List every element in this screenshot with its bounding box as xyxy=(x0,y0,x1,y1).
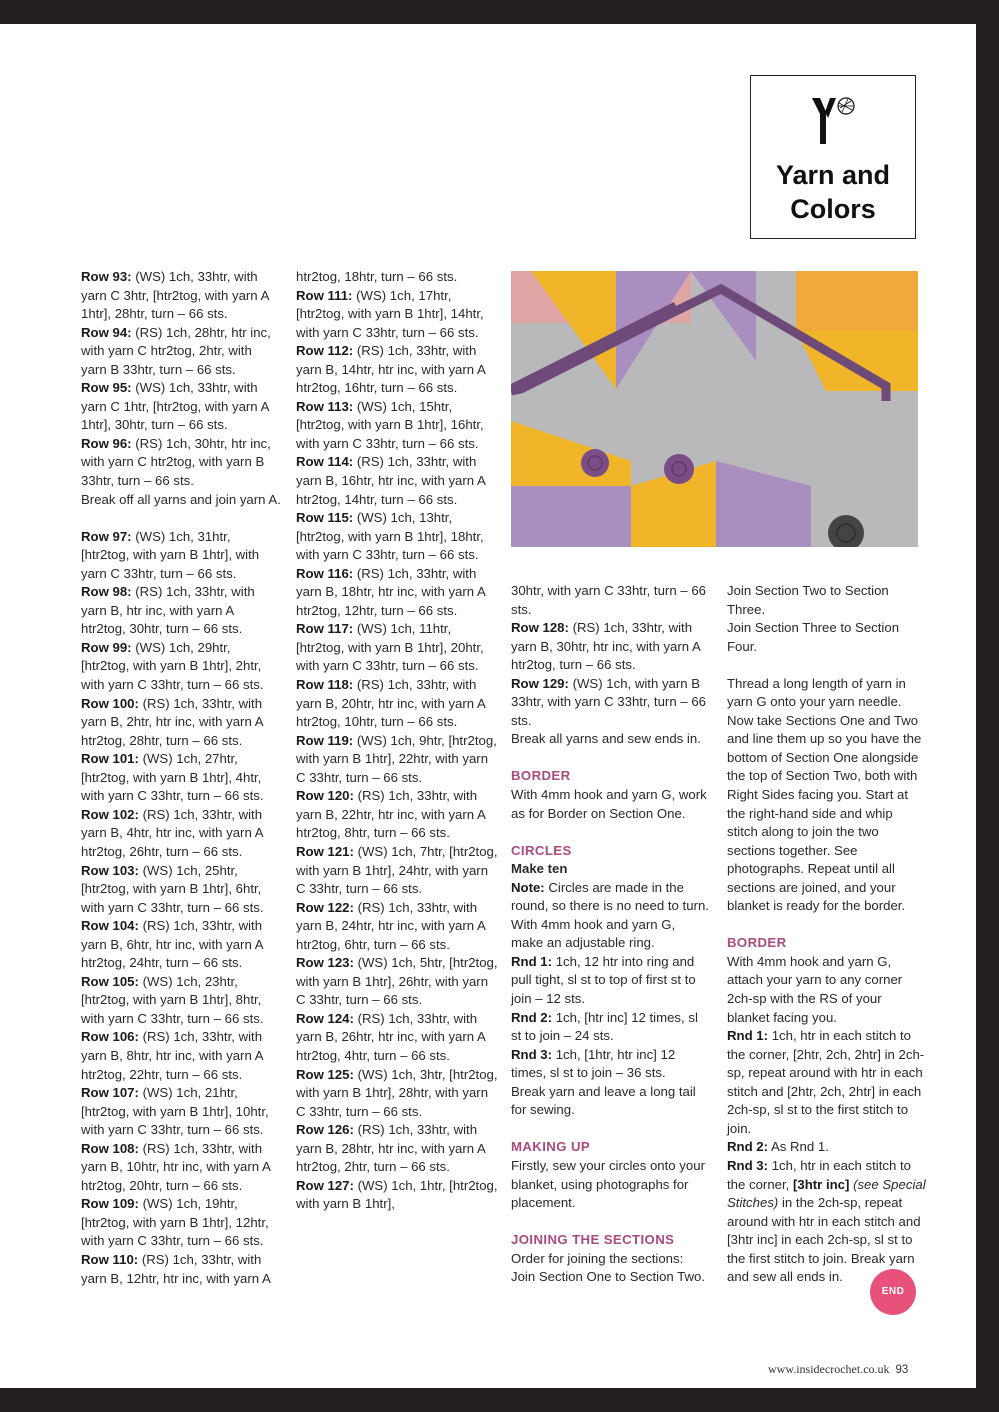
blanket-photo xyxy=(511,271,918,547)
row-label: Row 100: xyxy=(81,695,139,711)
column-1 xyxy=(81,268,281,1288)
row-label: Row 108: xyxy=(81,1140,139,1156)
border-rnd-3: Rnd 3: 1ch, htr in each stitch to the corner, [3htr inc] (see Special Stitches) in the 2ch-sp, repeat around with htr in each stitch and [3htr inc] in each 2ch-sp, sl st to the first stitch to join. Break yarn and sew all ends in. xyxy=(727,1157,926,1285)
column-4 xyxy=(727,582,927,1287)
row-label: Row 115: xyxy=(296,510,354,526)
pattern-row xyxy=(296,1177,501,1214)
row-text: (WS) 1ch, 21htr, [htr2tog, with yarn B 1htr], 10htr, with yarn C 33htr, turn – 66 sts. xyxy=(81,1085,269,1138)
row-text: (RS) 1ch, 33htr, with yarn B, 10htr, htr inc, with yarn A htr2tog, 20htr, turn – 66 sts. xyxy=(81,1140,271,1193)
pattern-row xyxy=(296,620,501,676)
row-label: Row 95: xyxy=(81,380,132,396)
row-label: Row 113: xyxy=(296,398,354,414)
row-text: (RS) 1ch, 33htr, with yarn B, 4htr, htr inc, with yarn A htr2tog, 26htr, turn – 66 sts. xyxy=(81,806,263,859)
row-label: Row 103: xyxy=(81,862,139,878)
row-text: (WS) 1ch, 13htr, [htr2tog, with yarn B 1htr], 18htr, with yarn C 33htr, turn – 66 sts. xyxy=(296,510,484,563)
yarn-and-colors-box xyxy=(750,75,916,239)
border-rnd-1: Rnd 1: 1ch, htr in each stitch to the corner, [2htr, 2ch, 2htr] in 2ch-sp, repeat around with htr in each stitch and [2htr, 2ch, 2htr] in each 2ch-sp, sl st to the first stitch to join. xyxy=(727,1028,925,1136)
pattern-row xyxy=(81,435,281,491)
border-intro: With 4mm hook and yarn G, attach your yarn to any corner 2ch-sp with the RS of your blanket facing you. xyxy=(727,953,903,1025)
row-text: (WS) 1ch, 11htr, [htr2tog, with yarn B 1htr], 20htr, with yarn C 33htr, turn – 66 sts. xyxy=(296,621,484,674)
row-text: (RS) 1ch, 33htr, with yarn B, htr inc, with yarn A htr2tog, 30htr, turn – 66 sts. xyxy=(81,584,255,637)
pattern-row xyxy=(296,732,501,788)
making-up-text: Firstly, sew your circles onto your blanket, using photographs for placement. xyxy=(511,1157,705,1211)
pattern-row xyxy=(81,528,281,584)
border-text: With 4mm hook and yarn G, work as for Border on Section One. xyxy=(511,787,707,821)
end-badge: END xyxy=(870,1269,916,1315)
pattern-row xyxy=(81,491,281,510)
row-label: Row 125: xyxy=(296,1066,354,1082)
pattern-row xyxy=(81,917,281,973)
row-text: (RS) 1ch, 33htr, with yarn B, 24htr, htr inc, with yarn A htr2tog, 6htr, turn – 66 sts. xyxy=(296,899,486,952)
row-label: Row 119: xyxy=(296,732,354,748)
pattern-row xyxy=(81,268,281,324)
row-text: (RS) 1ch, 33htr, with yarn B, 20htr, htr inc, with yarn A htr2tog, 10htr, turn – 66 sts. xyxy=(296,677,486,730)
pattern-row xyxy=(296,268,501,287)
row-label: Row 126: xyxy=(296,1122,354,1138)
row-text: (WS) 1ch, 17htr, [htr2tog, with yarn B 1htr], 14htr, with yarn C 33htr, turn – 66 sts. xyxy=(296,287,484,340)
row-text: (WS) 1ch, 1htr, [htr2tog, with yarn B 1htr], xyxy=(296,1177,498,1212)
row-label: Row 121: xyxy=(296,843,354,859)
join-three-four: Join Section Three to Section Four. xyxy=(727,620,900,654)
circles-heading: CIRCLES xyxy=(511,842,572,858)
row-text: (WS) 1ch, 29htr, [htr2tog, with yarn B 1htr], 2htr, with yarn C 33htr, turn – 66 sts. xyxy=(81,639,264,693)
pattern-row xyxy=(296,398,501,454)
row-label: Row 127: xyxy=(296,1177,354,1193)
pattern-row xyxy=(296,287,501,343)
yarn-icon xyxy=(808,96,860,148)
pattern-row xyxy=(296,843,501,899)
row-text: (RS) 1ch, 33htr, with yarn B, 16htr, htr inc, with yarn A htr2tog, 14htr, turn – 66 sts. xyxy=(296,454,486,507)
pattern-row xyxy=(296,787,501,843)
pattern-row xyxy=(296,509,501,565)
row127-continuation: 30htr, with yarn C 33htr, turn – 66 sts. xyxy=(511,583,706,617)
row-label: Row 98: xyxy=(81,584,132,600)
row-129: Row 129: (WS) 1ch, with yarn B 33htr, with yarn C 33htr, turn – 66 sts. xyxy=(511,675,706,728)
circles-rnd-3: Rnd 3: 1ch, [1htr, htr inc] 12 times, sl st to join – 36 sts. xyxy=(511,1046,676,1081)
row-128: Row 128: (RS) 1ch, 33htr, with yarn B, 30htr, htr inc, with yarn A htr2tog, turn – 66 sts. xyxy=(511,620,701,673)
pattern-row xyxy=(81,1195,281,1251)
border-heading: BORDER xyxy=(511,768,571,784)
making-up-heading: MAKING UP xyxy=(511,1139,591,1155)
right-bar xyxy=(976,0,999,1412)
column-3 xyxy=(511,582,711,1287)
row-text: (RS) 1ch, 30htr, htr inc, with yarn C htr2tog, with yarn B 33htr, turn – 66 sts. xyxy=(81,435,271,489)
pattern-row xyxy=(81,750,281,806)
row-label: Row 116: xyxy=(296,565,354,581)
row-label: Row 97: xyxy=(81,528,132,544)
row-text: Break off all yarns and join yarn A. xyxy=(81,491,281,507)
row-label: Row 110: xyxy=(81,1251,139,1267)
row-label: Row 101: xyxy=(81,751,139,767)
row-label: Row 96: xyxy=(81,435,132,451)
row-label: Row 124: xyxy=(296,1010,354,1026)
pattern-row xyxy=(81,583,281,639)
footer-url: www.insidecrochet.co.uk xyxy=(768,1362,890,1376)
row-text: htr2tog, 18htr, turn – 66 sts. xyxy=(296,269,458,284)
pattern-row xyxy=(81,639,281,695)
top-bar xyxy=(0,0,999,24)
circles-rnd-1: Rnd 1: 1ch, 12 htr into ring and pull tight, sl st to top of first st to join – 12 sts. xyxy=(511,953,696,1007)
row-label: Row 120: xyxy=(296,788,354,804)
pattern-row xyxy=(81,379,281,435)
row-label: Row 118: xyxy=(296,677,354,693)
joining-text: Order for joining the sections: Join Section One to Section Two. xyxy=(511,1250,706,1285)
pattern-row xyxy=(296,899,501,955)
make-ten: Make ten xyxy=(511,861,568,877)
row-text: (RS) 1ch, 33htr, with yarn B, 8htr, htr inc, with yarn A htr2tog, 22htr, turn – 66 sts. xyxy=(81,1029,263,1082)
row-text: (RS) 1ch, 33htr, with yarn B, 18htr, htr inc, with yarn A htr2tog, 12htr, turn – 66 sts. xyxy=(296,565,486,618)
row-label: Row 109: xyxy=(81,1196,139,1212)
row-text: (RS) 1ch, 33htr, with yarn B, 26htr, htr inc, with yarn A htr2tog, 4htr, turn – 66 sts. xyxy=(296,1010,486,1063)
border-rnd-2: Rnd 2: As Rnd 1. xyxy=(727,1139,829,1155)
pattern-row xyxy=(81,862,281,918)
row-label: Row 106: xyxy=(81,1029,139,1045)
row-text: (RS) 1ch, 33htr, with yarn B, 28htr, htr inc, with yarn A htr2tog, 2htr, turn – 66 sts. xyxy=(296,1122,486,1175)
pattern-row xyxy=(296,954,501,1010)
pattern-row xyxy=(81,806,281,862)
circles-rnd-2: Rnd 2: 1ch, [htr inc] 12 times, sl st to join – 24 sts. xyxy=(511,1009,698,1044)
row-label: Row 112: xyxy=(296,343,354,359)
row-text: (WS) 1ch, 31htr, [htr2tog, with yarn B 1htr], with yarn C 33htr, turn – 66 sts. xyxy=(81,528,260,581)
bottom-bar xyxy=(0,1388,999,1412)
box-title-line2: Colors xyxy=(790,194,876,224)
circles-note: Note: Circles are made in the round, so there is no need to turn. xyxy=(511,879,709,914)
pattern-row xyxy=(81,973,281,1029)
join-two-three: Join Section Two to Section Three. xyxy=(727,583,889,617)
row-text: (RS) 1ch, 33htr, with yarn B, 6htr, htr inc, with yarn A htr2tog, 24htr, turn – 66 sts. xyxy=(81,918,263,971)
break-text: Break all yarns and sew ends in. xyxy=(511,731,701,747)
circles-end: Break yarn and leave a long tail for sewing. xyxy=(511,1083,696,1118)
row-text: (RS) 1ch, 33htr, with yarn B, 14htr, htr inc, with yarn A htr2tog, 16htr, turn – 66 sts. xyxy=(296,343,486,396)
footer xyxy=(768,1362,908,1377)
pattern-row xyxy=(81,324,281,380)
pattern-row xyxy=(81,1140,281,1196)
row-text: (RS) 1ch, 33htr, with yarn B, 2htr, htr inc, with yarn A htr2tog, 28htr, turn – 66 sts. xyxy=(81,695,263,748)
box-title-line1: Yarn and xyxy=(775,160,891,190)
row-text: (WS) 1ch, 7htr, [htr2tog, with yarn B 1htr], 24htr, with yarn C 33htr, turn – 66 sts. xyxy=(296,843,498,897)
row-text: (WS) 1ch, 33htr, with yarn C 1htr, [htr2tog, with yarn A 1htr], 30htr, turn – 66 sts. xyxy=(81,380,269,433)
pattern-row xyxy=(81,1084,281,1140)
row-label: Row 102: xyxy=(81,806,139,822)
page-number: 93 xyxy=(895,1364,909,1376)
row-label: Row 122: xyxy=(296,899,354,915)
row-label: Row 99: xyxy=(81,639,132,655)
row-label: Row 94: xyxy=(81,324,132,340)
row-text: (RS) 1ch, 33htr, with yarn B, 12htr, htr inc, with yarn A xyxy=(81,1251,271,1286)
row-text: (RS) 1ch, 28htr, htr inc, with yarn C htr2tog, 2htr, with yarn B 33htr, turn – 66 sts. xyxy=(81,324,271,377)
row-label: Row 111: xyxy=(296,287,353,303)
row-text: (WS) 1ch, 5htr, [htr2tog, with yarn B 1htr], 26htr, with yarn C 33htr, turn – 66 sts. xyxy=(296,955,498,1008)
row-text: (WS) 1ch, 19htr, [htr2tog, with yarn B 1htr], 12htr, with yarn C 33htr, turn – 66 sts. xyxy=(81,1196,269,1249)
pattern-row xyxy=(81,1028,281,1084)
row-text: (WS) 1ch, 25htr, [htr2tog, with yarn B 1htr], 6htr, with yarn C 33htr, turn – 66 sts. xyxy=(81,862,264,915)
row-text: (RS) 1ch, 33htr, with yarn B, 22htr, htr inc, with yarn A htr2tog, 8htr, turn – 66 sts. xyxy=(296,788,486,841)
row-label: Row 104: xyxy=(81,918,139,934)
row-text: (WS) 1ch, 23htr, [htr2tog, with yarn B 1htr], 8htr, with yarn C 33htr, turn – 66 sts. xyxy=(81,973,264,1026)
row-label: Row 114: xyxy=(296,454,354,470)
pattern-row xyxy=(296,565,501,621)
pattern-row xyxy=(296,1121,501,1177)
row-label: Row 107: xyxy=(81,1085,139,1101)
thread-text: Thread a long length of yarn in yarn G onto your yarn needle. Now take Sections One and Two and line them up so you have the bottom of Section One alongside the top of Section Two, both with Right Sides facing you. Start at the right-hand side and whip stitch along to join the two sections together. See photographs. Repeat until all sections are joined, and your blanket is ready for the border. xyxy=(727,675,922,914)
border-heading-2: BORDER xyxy=(727,935,787,951)
spacer xyxy=(81,509,281,528)
pattern-row xyxy=(81,1251,281,1288)
joining-heading: JOINING THE SECTIONS xyxy=(511,1232,675,1248)
row-text: (WS) 1ch, 9htr, [htr2tog, with yarn B 1htr], 22htr, with yarn C 33htr, turn – 66 sts. xyxy=(296,732,497,785)
row-text: (WS) 1ch, 3htr, [htr2tog, with yarn B 1htr], 28htr, with yarn C 33htr, turn – 66 sts. xyxy=(296,1066,498,1119)
pattern-row xyxy=(296,453,501,509)
pattern-row xyxy=(296,342,501,398)
pattern-row xyxy=(296,1066,501,1122)
row-text: (WS) 1ch, 33htr, with yarn C 3htr, [htr2tog, with yarn A 1htr], 28htr, turn – 66 sts. xyxy=(81,269,269,322)
row-text: (WS) 1ch, 15htr, [htr2tog, with yarn B 1htr], 16htr, with yarn C 33htr, turn – 66 sts. xyxy=(296,398,484,451)
pattern-row xyxy=(81,695,281,751)
row-label: Row 117: xyxy=(296,621,354,637)
pattern-row xyxy=(296,676,501,732)
row-label: Row 93: xyxy=(81,269,132,284)
row-label: Row 123: xyxy=(296,955,354,971)
pattern-row xyxy=(296,1010,501,1066)
row-text: (WS) 1ch, 27htr, [htr2tog, with yarn B 1htr], 4htr, with yarn C 33htr, turn – 66 sts. xyxy=(81,751,264,804)
column-2 xyxy=(296,268,501,1214)
circles-intro: With 4mm hook and yarn G, make an adjustable ring. xyxy=(511,916,676,951)
row-label: Row 105: xyxy=(81,973,139,989)
